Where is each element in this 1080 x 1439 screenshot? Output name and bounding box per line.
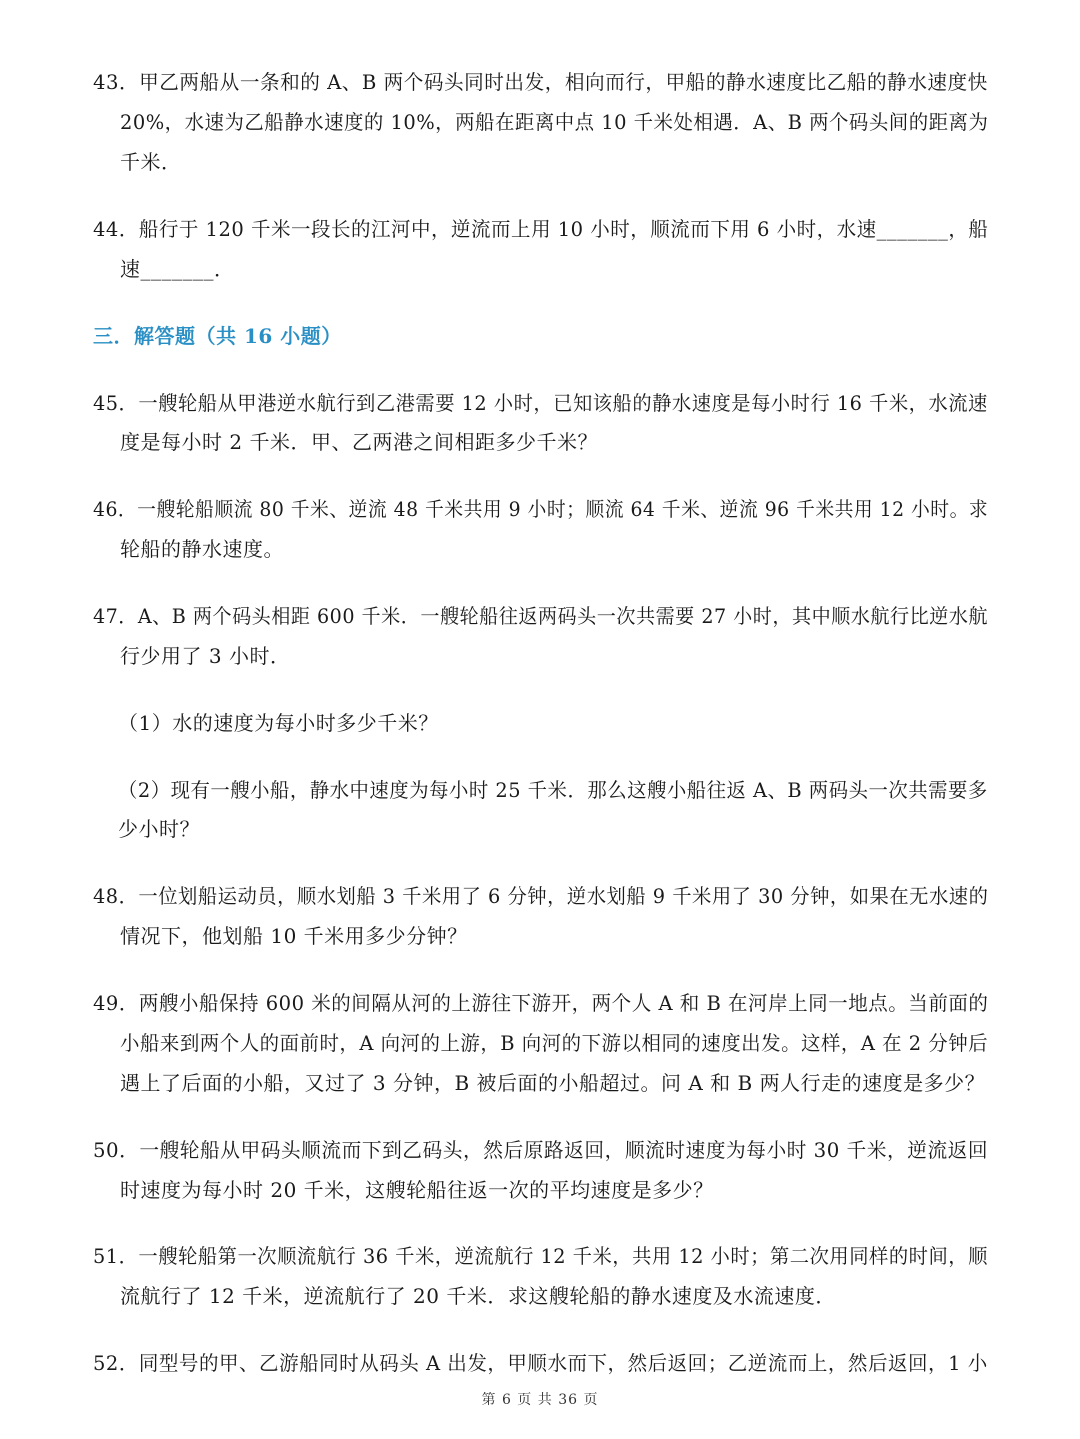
question-44-line-1: 44．船行于 120 千米一段长的江河中，逆流而上用 10 小时，顺流而下用 6 小时，水速_______，船: [93, 217, 989, 241]
question-47-line-2: 行少用了 3 小时．: [120, 644, 291, 668]
question-47-subquestion-1: （1）水的速度为每小时多少千米？: [118, 711, 439, 735]
section-heading: 三．解答题（共 16 小题）: [93, 324, 342, 348]
question-43-line-1: 43．甲乙两船从一条和的 A、B 两个码头同时出发，相向而行，甲船的静水速度比乙船的静水速度快: [93, 70, 988, 94]
question-46-line-2: 轮船的静水速度。: [120, 537, 284, 561]
question-51-line-1: 51．一艘轮船第一次顺流航行 36 千米，逆流航行 12 千米，共用 12 小时；第二次用同样的时间，顺: [93, 1244, 988, 1268]
question-45-line-2: 度是每小时 2 千米．甲、乙两港之间相距多少千米？: [120, 430, 598, 454]
question-45-line-1: 45．一艘轮船从甲港逆水航行到乙港需要 12 小时，已知该船的静水速度是每小时行 16 千米，水流速: [93, 391, 988, 415]
question-43-line-3: 千米．: [120, 150, 182, 174]
question-49-line-3: 遇上了后面的小船，又过了 3 分钟，B 被后面的小船超过。问 A 和 B 两人行走的速度是多少？: [120, 1071, 986, 1095]
question-48-line-2: 情况下，他划船 10 千米用多少分钟？: [120, 924, 468, 948]
question-49-line-1: 49．两艘小船保持 600 米的间隔从河的上游往下游开，两个人 A 和 B 在河岸上同一地点。当前面的: [93, 991, 989, 1015]
question-48-line-1: 48．一位划船运动员，顺水划船 3 千米用了 6 分钟，逆水划船 9 千米用了 30 分钟，如果在无水速的: [93, 884, 989, 908]
question-52-line-1: 52．同型号的甲、乙游船同时从码头 A 出发，甲顺水而下，然后返回；乙逆流而上，然后返回，1 小: [93, 1351, 988, 1375]
question-44-line-2: 速_______．: [120, 257, 235, 281]
question-51-line-2: 流航行了 12 千米，逆流航行了 20 千米．求这艘轮船的静水速度及水流速度．: [120, 1284, 836, 1308]
question-50-line-1: 50．一艘轮船从甲码头顺流而下到乙码头，然后原路返回，顺流时速度为每小时 30 千米，逆流返回: [93, 1138, 989, 1162]
question-47-subquestion-2-line-1: （2）现有一艘小船，静水中速度为每小时 25 千米．那么这艘小船往返 A、B 两码头一次共需要多: [118, 778, 988, 802]
question-46-line-1: 46．一艘轮船顺流 80 千米、逆流 48 千米共用 9 小时；顺流 64 千米、逆流 96 千米共用 12 小时。求: [93, 497, 989, 521]
question-50-line-2: 时速度为每小时 20 千米，这艘轮船往返一次的平均速度是多少？: [120, 1178, 714, 1202]
question-49-line-2: 小船来到两个人的面前时，A 向河的上游，B 向河的下游以相同的速度出发。这样，A 在 2 分钟后: [120, 1031, 989, 1055]
question-43-line-2: 20%，水速为乙船静水速度的 10%，两船在距离中点 10 千米处相遇．A、B 两个码头间的距离为: [120, 110, 989, 134]
question-47-line-1: 47．A、B 两个码头相距 600 千米．一艘轮船往返两码头一次共需要 27 小时，其中顺水航行比逆水航: [93, 604, 989, 628]
question-47-subquestion-2-line-2: 少小时？: [118, 817, 200, 841]
page-number-footer: 第 6 页 共 36 页: [481, 1392, 599, 1408]
